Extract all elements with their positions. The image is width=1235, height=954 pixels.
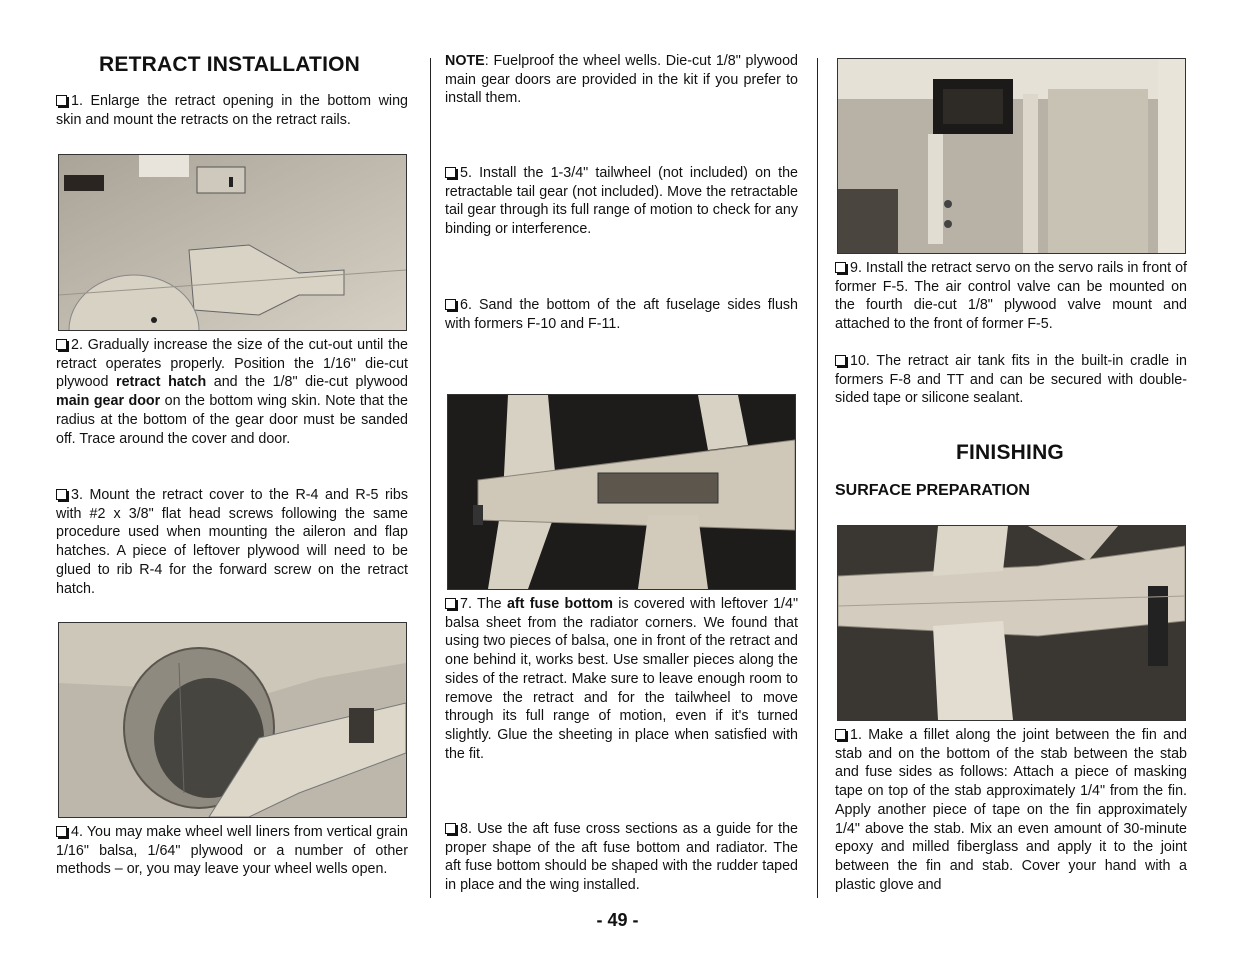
photo-aft-fuselage-bottom	[447, 394, 796, 590]
subheading-surface-preparation: SURFACE PREPARATION	[835, 482, 1030, 499]
checkbox-step-9[interactable]	[835, 262, 846, 273]
checkbox-step-2[interactable]	[56, 339, 67, 350]
column-divider-left	[430, 58, 431, 898]
checkbox-step-5[interactable]	[445, 167, 456, 178]
checkbox-step-7[interactable]	[445, 598, 456, 609]
step-5-text: 5. Install the 1-3/4" tailwheel (not included) on the retractable tail gear (not included). Move the retractable tail gear through its full range of motion to check for any binding or interference.	[445, 165, 798, 238]
checkbox-step-8[interactable]	[445, 823, 456, 834]
photo-wheel-well-cutout	[58, 622, 407, 818]
column-divider-right	[817, 58, 818, 898]
checkbox-step-10[interactable]	[835, 355, 846, 366]
checkbox-step-1[interactable]	[56, 95, 67, 106]
checkbox-step-3[interactable]	[56, 489, 67, 500]
checkbox-finishing-step-1[interactable]	[835, 729, 846, 740]
step-10-text: 10. The retract air tank fits in the built-in cradle in formers F-8 and TT and can be secured with double-sided tape or silicone sealant.	[835, 353, 1187, 407]
step-6-text: 6. Sand the bottom of the aft fuselage sides flush with formers F-10 and F-11.	[445, 297, 798, 332]
step-9-text: 9. Install the retract servo on the servo rails in front of former F-5. The air control valve can be mounted on the fourth die-cut 1/8" plywood valve mount and attached to the front of former F-5.	[835, 260, 1187, 333]
checkbox-step-4[interactable]	[56, 826, 67, 837]
step-8-text: 8. Use the aft fuse cross sections as a guide for the proper shape of the aft fuse bottom and radiator. The aft fuse bottom should be shaped with the rudder taped in place and the wing installed.	[445, 821, 798, 894]
step-3-text: 3. Mount the retract cover to the R-4 and R-5 ribs with #2 x 3/8" flat head screws following the same procedure used when mounting the aileron and flap hatches. A piece of leftover plywood will need to be glued to rib R-4 for the forward screw on the retract hatch.	[56, 487, 408, 597]
step-2-text: 2. Gradually increase the size of the cut-out until the retract operates properly. Position the 1/16" die-cut plywood retract hatch and the 1/8" die-cut plywood main gear door on the bottom wing skin. Note that the radius at the bottom of the gear door must be sanded off. Trace around the cover and door.	[56, 337, 409, 447]
step-1-text: 1. Enlarge the retract opening in the bottom wing skin and mount the retracts on the retract rails.	[56, 93, 408, 128]
page-number: - 49 -	[596, 910, 639, 930]
section-heading-finishing: FINISHING	[956, 441, 1064, 464]
step-7-text: 7. The aft fuse bottom is covered with leftover 1/4" balsa sheet from the radiator corners. We found that using two pieces of balsa, one in front of the retract and one behind it, works best. Use smaller pieces along the sides of the retract. Make sure to leave enough room to remove the retract and for the tailwheel to move through its full range of motion, even if it's turned slightly. Glue the sheeting in place when satisfied with the fit.	[445, 596, 799, 762]
checkbox-step-6[interactable]	[445, 299, 456, 310]
finishing-step-1-text: 1. Make a fillet along the joint between the fin and stab and on the bottom of the stab between the stab and fuse sides as follows: Attach a piece of masking tape on top of the stab approximately 1/4" from the fin. Apply another piece of tape on the fin approximately 1/4" above the stab. Mix an even amount of 30-minute epoxy and milled fiberglass and apply it to the joint between the fin and stab. Cover your hand with a plastic glove and	[835, 727, 1187, 893]
note-text: NOTE: Fuelproof the wheel wells. Die-cut 1/8" plywood main gear doors are provided in the kit if you prefer to install them.	[445, 53, 798, 107]
photo-retract-servo-mount	[837, 58, 1186, 254]
step-4-text: 4. You may make wheel well liners from vertical grain 1/16" balsa, 1/64" plywood or a number of other methods – or, you may leave your wheel wells open.	[56, 824, 408, 878]
section-heading-retract-installation: RETRACT INSTALLATION	[99, 53, 361, 76]
photo-wing-retract-opening	[58, 154, 407, 331]
photo-fin-stab-joint	[837, 525, 1186, 721]
